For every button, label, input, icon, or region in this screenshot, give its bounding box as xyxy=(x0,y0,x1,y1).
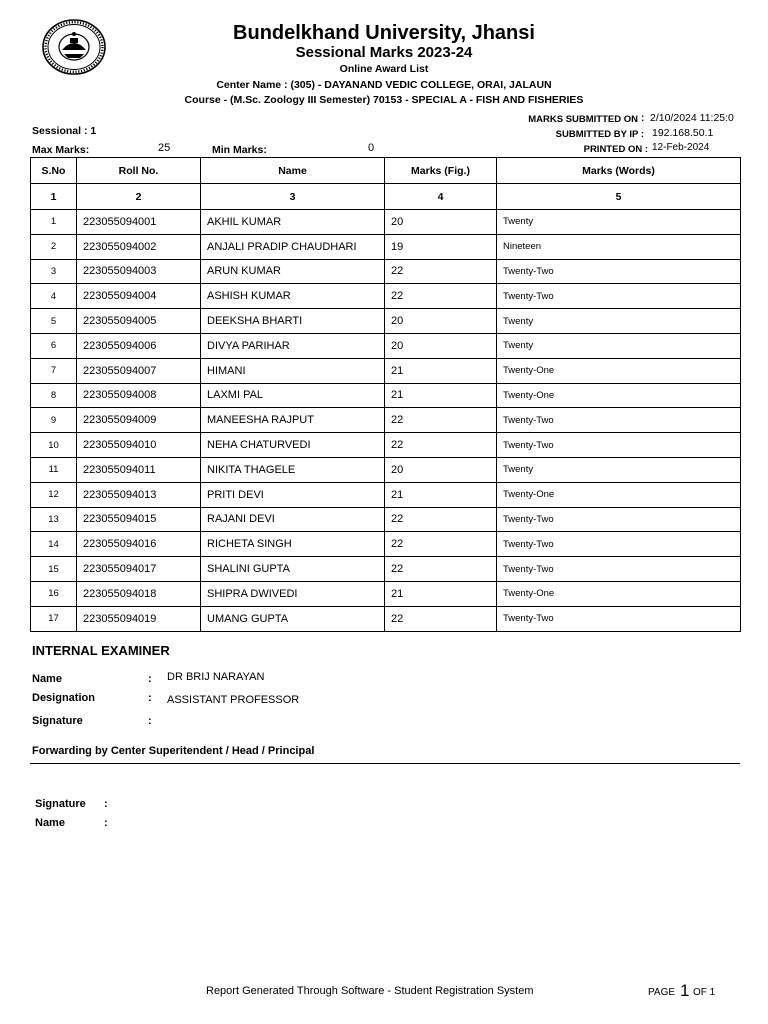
cell-sno: 11 xyxy=(31,457,77,482)
cell-marks-fig: 22 xyxy=(385,532,497,557)
cell-roll-no: 223055094016 xyxy=(77,532,201,557)
course-name: Course - (M.Sc. Zoology III Semester) 70153 - SPECIAL A - FISH AND FISHERIES xyxy=(184,94,584,106)
forwarding-signature-label: Signature xyxy=(35,798,86,810)
university-name: Bundelkhand University, Jhansi xyxy=(233,22,535,44)
cell-sno: 8 xyxy=(31,383,77,408)
cell-name: SHIPRA DWIVEDI xyxy=(201,581,385,606)
cell-marks-fig: 20 xyxy=(385,333,497,358)
cell-marks-fig: 22 xyxy=(385,259,497,284)
table-row xyxy=(31,433,741,458)
cell-marks-fig: 22 xyxy=(385,284,497,309)
cell-marks-words: Nineteen xyxy=(497,234,741,259)
cell-name: AKHIL KUMAR xyxy=(201,210,385,235)
table-row xyxy=(31,557,741,582)
header-roll-no: Roll No. xyxy=(77,158,201,184)
cell-name: RAJANI DEVI xyxy=(201,507,385,532)
cell-marks-words: Twenty-Two xyxy=(497,532,741,557)
table-row xyxy=(31,383,741,408)
cell-sno: 17 xyxy=(31,606,77,631)
cell-name: DEEKSHA BHARTI xyxy=(201,309,385,334)
submitted-on-label: MARKS SUBMITTED ON xyxy=(528,114,638,125)
divider xyxy=(30,763,740,764)
cell-name: NIKITA THAGELE xyxy=(201,457,385,482)
cell-sno: 15 xyxy=(31,557,77,582)
cell-roll-no: 223055094002 xyxy=(77,234,201,259)
cell-marks-fig: 22 xyxy=(385,557,497,582)
sessional-label: Sessional : 1 xyxy=(32,125,97,137)
cell-marks-words: Twenty-Two xyxy=(497,284,741,309)
cell-name: HIMANI xyxy=(201,358,385,383)
cell-sno: 1 xyxy=(31,210,77,235)
table-row xyxy=(31,284,741,309)
max-marks-value: 25 xyxy=(158,142,171,154)
cell-sno: 14 xyxy=(31,532,77,557)
cell-roll-no: 223055094007 xyxy=(77,358,201,383)
cell-marks-fig: 20 xyxy=(385,210,497,235)
cell-marks-fig: 21 xyxy=(385,581,497,606)
internal-examiner-title: INTERNAL EXAMINER xyxy=(32,643,170,658)
cell-name: ASHISH KUMAR xyxy=(201,284,385,309)
cell-sno: 10 xyxy=(31,433,77,458)
cell-marks-words: Twenty-Two xyxy=(497,557,741,582)
cell-roll-no: 223055094006 xyxy=(77,333,201,358)
examiner-name-colon: : xyxy=(148,673,152,685)
cell-name: RICHETA SINGH xyxy=(201,532,385,557)
index-cell: 1 xyxy=(31,184,77,210)
cell-marks-fig: 21 xyxy=(385,482,497,507)
cell-marks-words: Twenty xyxy=(497,309,741,334)
header-sno: S.No xyxy=(31,158,77,184)
cell-name: DIVYA PARIHAR xyxy=(201,333,385,358)
table-row xyxy=(31,457,741,482)
cell-roll-no: 223055094017 xyxy=(77,557,201,582)
examiner-name-value: DR BRIJ NARAYAN xyxy=(167,671,265,683)
cell-name: ARUN KUMAR xyxy=(201,259,385,284)
cell-marks-fig: 22 xyxy=(385,433,497,458)
cell-sno: 16 xyxy=(31,581,77,606)
document-title: Sessional Marks 2023-24 xyxy=(295,44,473,61)
cell-marks-words: Twenty-One xyxy=(497,383,741,408)
cell-name: UMANG GUPTA xyxy=(201,606,385,631)
forwarding-name-label: Name xyxy=(35,817,65,829)
cell-roll-no: 223055094004 xyxy=(77,284,201,309)
cell-marks-words: Twenty-One xyxy=(497,581,741,606)
examiner-designation-colon: : xyxy=(148,692,152,704)
table-row xyxy=(31,309,741,334)
cell-marks-words: Twenty-One xyxy=(497,482,741,507)
table-row xyxy=(31,210,741,235)
min-marks-label: Min Marks: xyxy=(212,144,267,156)
table-row xyxy=(31,358,741,383)
cell-marks-fig: 22 xyxy=(385,507,497,532)
cell-marks-fig: 21 xyxy=(385,383,497,408)
table-row xyxy=(31,507,741,532)
submitted-ip-value: 192.168.50.1 xyxy=(652,127,714,139)
cell-roll-no: 223055094003 xyxy=(77,259,201,284)
marks-table xyxy=(30,157,741,632)
table-row xyxy=(31,259,741,284)
index-cell: 5 xyxy=(497,184,741,210)
cell-marks-fig: 19 xyxy=(385,234,497,259)
cell-sno: 3 xyxy=(31,259,77,284)
forwarding-title: Forwarding by Center Superitendent / Head / Principal xyxy=(32,745,315,757)
cell-name: LAXMI PAL xyxy=(201,383,385,408)
cell-marks-words: Twenty-One xyxy=(497,358,741,383)
index-cell: 4 xyxy=(385,184,497,210)
cell-roll-no: 223055094018 xyxy=(77,581,201,606)
table-row xyxy=(31,333,741,358)
cell-roll-no: 223055094008 xyxy=(77,383,201,408)
cell-name: SHALINI GUPTA xyxy=(201,557,385,582)
page-label: PAGE xyxy=(648,987,676,998)
cell-roll-no: 223055094011 xyxy=(77,457,201,482)
page-number: 1 xyxy=(680,981,690,1000)
table-index-row xyxy=(31,184,741,210)
table-header-row xyxy=(31,158,741,184)
max-marks-label: Max Marks: xyxy=(32,144,90,156)
cell-roll-no: 223055094019 xyxy=(77,606,201,631)
cell-marks-fig: 20 xyxy=(385,309,497,334)
examiner-signature-label: Signature xyxy=(32,715,83,727)
cell-sno: 9 xyxy=(31,408,77,433)
printed-on-label: PRINTED ON : xyxy=(583,144,648,155)
cell-marks-fig: 20 xyxy=(385,457,497,482)
forwarding-name-colon: : xyxy=(104,817,108,829)
table-row xyxy=(31,482,741,507)
cell-marks-fig: 21 xyxy=(385,358,497,383)
cell-marks-words: Twenty xyxy=(497,333,741,358)
index-cell: 3 xyxy=(201,184,385,210)
table-row xyxy=(31,532,741,557)
cell-marks-words: Twenty xyxy=(497,210,741,235)
cell-sno: 12 xyxy=(31,482,77,507)
cell-marks-words: Twenty-Two xyxy=(497,507,741,532)
cell-marks-fig: 22 xyxy=(385,408,497,433)
submitted-on-value: 2/10/2024 11:25:0 xyxy=(650,112,734,124)
document-subtitle: Online Award List xyxy=(339,63,429,75)
table-row xyxy=(31,234,741,259)
cell-marks-words: Twenty-Two xyxy=(497,433,741,458)
index-cell: 2 xyxy=(77,184,201,210)
examiner-designation-label: Designation xyxy=(32,692,95,704)
cell-roll-no: 223055094009 xyxy=(77,408,201,433)
header-name: Name xyxy=(201,158,385,184)
cell-sno: 7 xyxy=(31,358,77,383)
page-of: OF 1 xyxy=(693,987,716,998)
cell-name: ANJALI PRADIP CHAUDHARI xyxy=(201,234,385,259)
examiner-designation-value: ASSISTANT PROFESSOR xyxy=(167,694,300,706)
cell-marks-words: Twenty-Two xyxy=(497,606,741,631)
table-row xyxy=(31,408,741,433)
submitted-on-colon: : xyxy=(641,113,645,124)
cell-roll-no: 223055094001 xyxy=(77,210,201,235)
cell-roll-no: 223055094013 xyxy=(77,482,201,507)
cell-marks-words: Twenty-Two xyxy=(497,259,741,284)
cell-sno: 4 xyxy=(31,284,77,309)
cell-name: NEHA CHATURVEDI xyxy=(201,433,385,458)
cell-marks-words: Twenty xyxy=(497,457,741,482)
cell-sno: 13 xyxy=(31,507,77,532)
header-marks-words: Marks (Words) xyxy=(497,158,741,184)
cell-roll-no: 223055094010 xyxy=(77,433,201,458)
submitted-ip-label: SUBMITTED BY IP : xyxy=(555,129,644,140)
examiner-name-label: Name xyxy=(32,673,62,685)
cell-marks-words: Twenty-Two xyxy=(497,408,741,433)
cell-sno: 2 xyxy=(31,234,77,259)
forwarding-signature-colon: : xyxy=(104,798,108,810)
cell-marks-fig: 22 xyxy=(385,606,497,631)
examiner-signature-colon: : xyxy=(148,715,152,727)
cell-sno: 5 xyxy=(31,309,77,334)
header-marks-fig: Marks (Fig.) xyxy=(385,158,497,184)
cell-name: MANEESHA RAJPUT xyxy=(201,408,385,433)
cell-name: PRITI DEVI xyxy=(201,482,385,507)
cell-roll-no: 223055094015 xyxy=(77,507,201,532)
min-marks-value: 0 xyxy=(368,142,375,154)
printed-on-value: 12-Feb-2024 xyxy=(652,142,710,153)
cell-sno: 6 xyxy=(31,333,77,358)
table-row xyxy=(31,606,741,631)
footer-text: Report Generated Through Software - Student Registration System xyxy=(206,985,534,997)
center-name: Center Name : (305) - DAYANAND VEDIC COLLEGE, ORAI, JALAUN xyxy=(216,79,552,91)
cell-roll-no: 223055094005 xyxy=(77,309,201,334)
table-row xyxy=(31,581,741,606)
